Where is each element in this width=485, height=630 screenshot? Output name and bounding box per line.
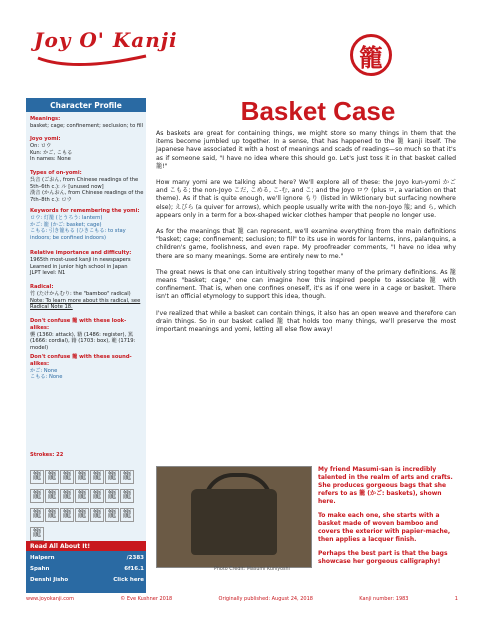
stroke-order-cell: 籠 [30,489,44,503]
stroke-order-cell: 籠 [75,470,89,484]
footer-page-number: 1 [454,596,458,602]
school-level: Learned in junior high school in Japan [30,263,128,270]
stroke-order-cell: 籠 [30,508,44,522]
article-paragraph: As for the meanings that 籠 can represent, we'll examine everything from the main definitions "basket; cage; confinement; seclusion; to fill" to its use in words for lanterns, inns, palanquins, a children's game, foolishness, and even rape. My proofreader comments, "I have no idea why there are so many meanings. Some are entirely new to me." [156,228,456,260]
stroke-order-cell: 籠 [45,489,59,503]
footer-published: Originally published: August 24, 2018 [218,596,313,602]
stroke-order-cell: 籠 [120,489,134,503]
radical-note-link[interactable]: Note: To learn more about this radical, see Radical Note 18. [30,297,141,311]
lookalikes-label: Don't confuse 籠 with these look-alikes: [30,318,127,331]
name-yomi: In names: None [30,156,71,163]
types-kan-on: 漢音 (かんおん, from Chinese readings of the 7th–8th c.): ロウ [30,190,144,204]
strokes-label: Strokes: 22 [30,452,64,458]
photo-caption [318,466,458,572]
on-yomi-types-section [30,170,144,204]
stroke-order-cell: 籠 [75,489,89,503]
joyo-yomi-section [30,136,144,163]
jlpt-level: JLPT level: N1 [30,270,66,277]
footer-site-link[interactable]: www.joyokanji.com [26,596,74,602]
reference-heading: Read All About It! [26,541,146,551]
soundalike-kago: かご: None [30,367,58,374]
keyword-item[interactable]: かご: 籠 (かご: basket; cage) [30,221,102,228]
article-body [156,130,456,342]
stroke-order-cell: 籠 [60,508,74,522]
page-title: Basket Case [240,96,396,126]
reference-row [30,555,144,561]
kun-yomi: Kun: かご, こもる [30,149,73,156]
stroke-order-cell: 籠 [90,470,104,484]
footer-kanji-number: Kanji number: 1983 [359,596,409,602]
caption-paragraph: My friend Masumi-san is incredibly talented in the realm of arts and crafts. She produces gorgeous bags that she refers to as 籠 (かご: baskets), shown here. [318,466,453,505]
lookalikes-section [30,318,144,352]
types-label: Types of on-yomi: [30,170,82,176]
keyword-item[interactable]: ロウ: 灯籠 (とうろう: lantern) [30,214,103,221]
reference-row[interactable] [30,577,144,583]
meanings-section [30,116,144,130]
meanings-value: basket; cage; confinement; seclusion; to fill [30,122,144,129]
article-paragraph: I've realized that while a basket can contain things, it also has an open weave and therefore can drain things. So in our basket called 籠 that holds too many things, we'll preserve the most important meanings and yomi, letting all else flow away! [156,309,456,334]
types-go-on: 呉音 (ごおん, from Chinese readings of the 5th–6th c.): ル [unused now] [30,176,139,190]
keywords-label: Keywords for remembering the yomi: [30,208,140,214]
reference-value: /2383 [126,555,144,561]
radical-label: Radical: [30,284,54,290]
stroke-order-cell: 籠 [105,470,119,484]
stroke-order-cell: 籠 [60,489,74,503]
stroke-order-cell: 籠 [30,470,44,484]
meanings-label: Meanings: [30,116,61,122]
stroke-order-cell: 籠 [120,470,134,484]
site-logo[interactable] [34,28,184,86]
stroke-order-cell: 籠 [105,489,119,503]
frequency-section [30,250,144,277]
on-yomi: On: ロウ [30,142,52,149]
stroke-order-grid [30,470,142,546]
reference-name: Halpern [30,555,55,561]
article-paragraph: As baskets are great for containing things, we might store so many things in them that the items become jumbled up together. In a sense, that has happened to the 籠 kanji itself. The Japanese have associated it with a host of meanings and scads of readings—so much so that it's as if someone said, "I have no idea where this should go. Let's just toss it in that basket called 籠!" [156,130,456,170]
frequency-label: Relative importance and difficulty: [30,250,132,256]
photo-credit: Photo Credit: Masumi Kuniyoshi [214,567,290,572]
logo-brush-icon [34,52,154,76]
soundalikes-section [30,354,144,381]
joyo-yomi-label: Joyo yomi: [30,136,61,142]
keyword-item[interactable]: こもる: 引き籠もる (ひきこもる: to stay indoors; be confined indoors) [30,228,126,242]
stroke-order-cell: 籠 [75,508,89,522]
caption-paragraph: Perhaps the best part is that the bags showcase her gorgeous calligraphy! [318,550,448,565]
basket-bag [191,489,277,555]
frequency-rank: 1965th most-used kanji in newspapers [30,256,131,263]
stroke-order-cell: 籠 [45,470,59,484]
featured-kanji: 籠 [350,34,392,76]
reference-name: Spahn [30,566,50,572]
logo-text: Joy O' Kanji [34,28,178,52]
radical-value: 竹 (たけかんむり: the "bamboo" radical) [30,290,131,297]
reference-row [30,566,144,572]
article-paragraph: How many yomi are we talking about here? We'll explore all of these: the Joyo kun-yomi かご and こもる; the non-Joyo こだ, こめる, こ-む, and こ; and the Joyo ロウ (plus ロ, a variation on that theme). As if that is quite enough, we'll ignore もり (listed in Wiktionary but surfacing nowhere else); えびら (a quiver for arrows), which people usually write with the non-Joyo 箙; and ら, which appears only in a term for a box-shaped wicker clothes hamper that people no longer use. [156,179,456,219]
page-footer [26,596,458,602]
soundalikes-label: Don't confuse 籠 with these sound-alikes: [30,354,132,367]
reference-value: 6f16.1 [124,566,144,572]
article-paragraph: The great news is that one can intuitively string together many of the primary definitions. As 籠 means "basket; cage," one can imagine how this inspired people to associate 籠 with confinement. That is, when one confines oneself, it's as if one were in a cage or basket. There isn't an official etymology to support this idea, though. [156,268,456,301]
basket-photo [156,466,312,568]
radical-section [30,284,144,311]
footer-copyright: © Eve Kushner 2018 [120,596,173,602]
stroke-order-cell: 籠 [60,470,74,484]
stroke-order-cell: 籠 [30,527,44,541]
stroke-order-cell: 籠 [90,489,104,503]
stroke-order-cell: 籠 [45,508,59,522]
keywords-section [30,208,144,242]
stroke-order-cell: 籠 [90,508,104,522]
soundalike-komoru: こもる: None [30,374,63,381]
denshi-jisho-link[interactable]: Click here [113,577,144,583]
caption-paragraph: To make each one, she starts with a basket made of woven bamboo and covers the exterior with papier-mache, then applies a lacquer finish. [318,512,451,543]
character-profile-heading: Character Profile [26,98,146,112]
stroke-order-cell: 籠 [105,508,119,522]
stroke-order-cell: 籠 [120,508,134,522]
lookalikes-value: 襲 (1360: attack), 籍 (1486: register), 篤 (1666: cordial), 籍 (1703: box), 範 (1719: model) [30,331,136,352]
reference-name: Denshi Jisho [30,577,69,583]
